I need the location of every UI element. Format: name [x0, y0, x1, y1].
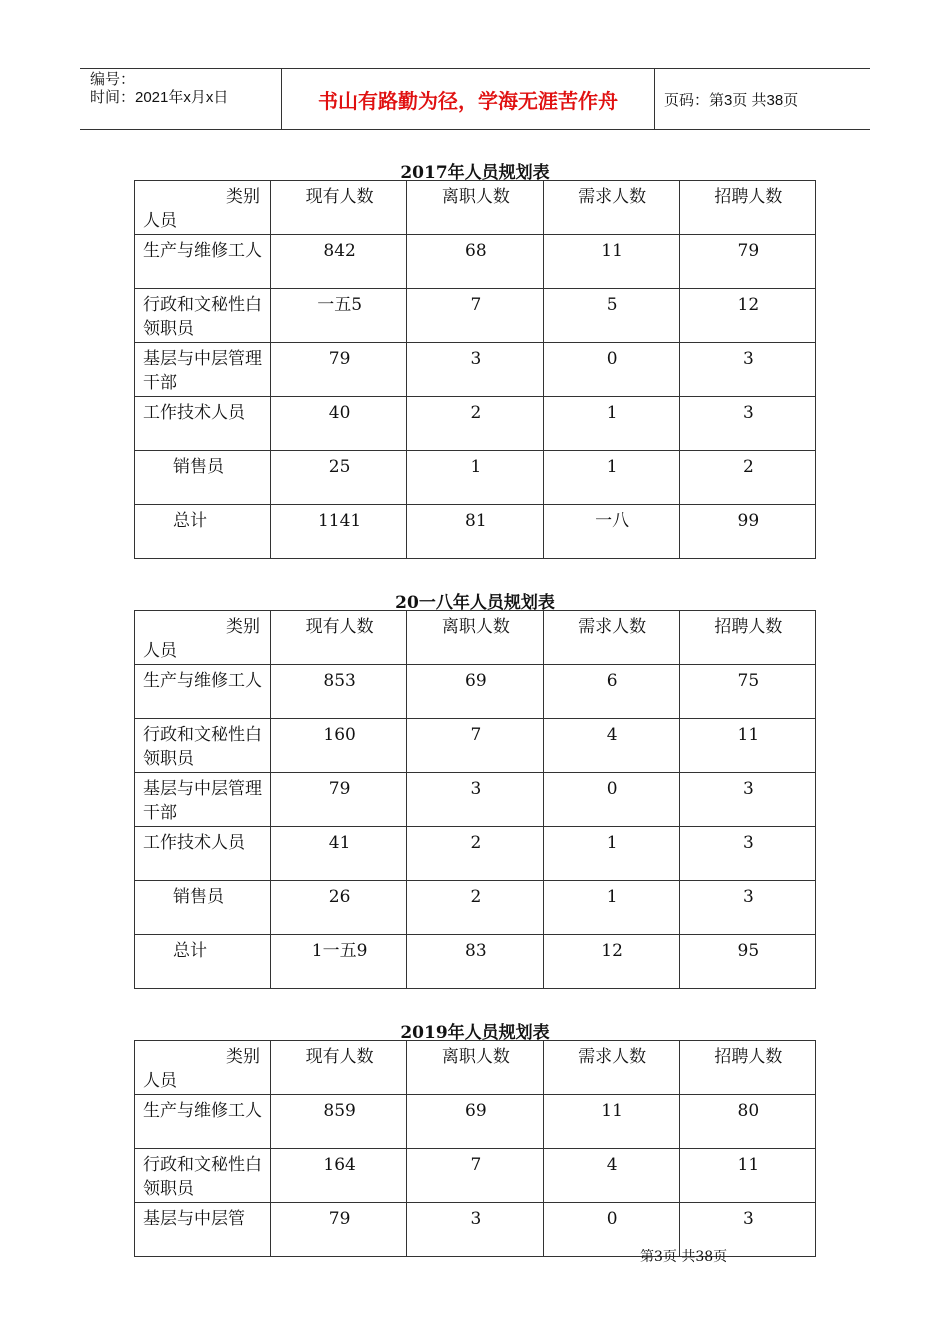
table-cell: 0: [543, 1203, 679, 1257]
table-cell: 69: [407, 665, 543, 719]
column-header: 需求人数: [543, 611, 679, 665]
table-cell: 2: [407, 881, 543, 935]
table-row: [135, 451, 816, 505]
table-cell: 7: [407, 1149, 543, 1203]
table-title-2017: 2017年人员规划表: [400, 163, 550, 183]
corner-top-label: 类别: [226, 1047, 260, 1067]
table-cell: 3: [679, 343, 815, 397]
table-title-2018: 20一八年人员规划表: [395, 593, 555, 613]
table-cell: 1: [543, 451, 679, 505]
table-cell: 6: [543, 665, 679, 719]
row-category: 生产与维修工人: [135, 1095, 271, 1149]
table-cell: 5: [543, 289, 679, 343]
table-cell: 7: [407, 289, 543, 343]
table-cell: 7: [407, 719, 543, 773]
corner-bottom-label: 人员: [143, 1071, 177, 1091]
table-cell: 3: [679, 773, 815, 827]
table-row: [135, 719, 816, 773]
table-row: [135, 289, 816, 343]
table-row: [135, 827, 816, 881]
table-header-row: [135, 611, 816, 665]
corner-bottom-label: 人员: [143, 641, 177, 661]
column-header: 离职人数: [407, 1041, 543, 1095]
table-row: [135, 935, 816, 989]
table-cell: 2: [407, 397, 543, 451]
staffing-table-2018: [134, 610, 816, 989]
table-cell: 41: [271, 827, 407, 881]
column-header: 招聘人数: [679, 611, 815, 665]
header-page-info: 页码：第3页 共38页: [664, 91, 799, 109]
row-category: 生产与维修工人: [135, 235, 271, 289]
table-cell: 80: [679, 1095, 815, 1149]
table-cell: 79: [271, 773, 407, 827]
table-cell: 3: [679, 397, 815, 451]
table-cell: 2: [407, 827, 543, 881]
table-cell: 12: [679, 289, 815, 343]
table-cell: 859: [271, 1095, 407, 1149]
table-cell: 69: [407, 1095, 543, 1149]
row-category: 生产与维修工人: [135, 665, 271, 719]
table-cell: 81: [407, 505, 543, 559]
table-cell: 1141: [271, 505, 407, 559]
table-cell: 83: [407, 935, 543, 989]
table-cell: 99: [679, 505, 815, 559]
table-cell: 3: [407, 773, 543, 827]
table-row: [135, 1149, 816, 1203]
row-category: 基层与中层管理干部: [135, 773, 271, 827]
column-header: 现有人数: [271, 181, 407, 235]
table-cell: 一八: [543, 505, 679, 559]
row-category: 销售员: [135, 881, 271, 935]
time-label: 时间：2021年x月x日: [90, 89, 229, 106]
table-row: [135, 881, 816, 935]
table-cell: 79: [271, 343, 407, 397]
table-cell: 3: [407, 343, 543, 397]
staffing-table-2019: [134, 1040, 816, 1257]
table-title-2019: 2019年人员规划表: [400, 1023, 550, 1043]
header-motto: 书山有路勤为径，学海无涯苦作舟: [318, 88, 618, 113]
staffing-table-2017: [134, 180, 816, 559]
table-cell: 11: [543, 1095, 679, 1149]
table-cell: 1: [543, 397, 679, 451]
row-category: 基层与中层管理干部: [135, 343, 271, 397]
table-cell: 11: [543, 235, 679, 289]
table-cell: 95: [679, 935, 815, 989]
table-cell: 0: [543, 343, 679, 397]
table-cell: 12: [543, 935, 679, 989]
table-row: [135, 1095, 816, 1149]
table-cell: 2: [679, 451, 815, 505]
corner-top-label: 类别: [226, 187, 260, 207]
table-cell: 1一五9: [271, 935, 407, 989]
table-cell: 1: [407, 451, 543, 505]
column-header: 离职人数: [407, 181, 543, 235]
page-header: [80, 68, 870, 130]
table-cell: 3: [407, 1203, 543, 1257]
table-cell: 164: [271, 1149, 407, 1203]
table-cell: 0: [543, 773, 679, 827]
table-cell: 26: [271, 881, 407, 935]
table-row: [135, 397, 816, 451]
table-cell: 842: [271, 235, 407, 289]
table-row: [135, 665, 816, 719]
table-cell: 160: [271, 719, 407, 773]
header-divider: [654, 69, 655, 129]
header-meta: [80, 69, 280, 129]
table-cell: 4: [543, 719, 679, 773]
table-cell: 3: [679, 1203, 815, 1257]
corner-header-cell: [135, 611, 271, 665]
row-category: 行政和文秘性白领职员: [135, 1149, 271, 1203]
page-footer: 第3页 共38页: [640, 1249, 728, 1265]
corner-header-cell: [135, 181, 271, 235]
row-category: 工作技术人员: [135, 827, 271, 881]
table-cell: 1: [543, 881, 679, 935]
row-category: 工作技术人员: [135, 397, 271, 451]
corner-header-cell: [135, 1041, 271, 1095]
table-cell: 79: [271, 1203, 407, 1257]
table-cell: 68: [407, 235, 543, 289]
table-header-row: [135, 1041, 816, 1095]
row-category: 总计: [135, 935, 271, 989]
table-cell: 853: [271, 665, 407, 719]
column-header: 离职人数: [407, 611, 543, 665]
table-cell: 11: [679, 719, 815, 773]
table-cell: 79: [679, 235, 815, 289]
row-category: 销售员: [135, 451, 271, 505]
table-cell: 4: [543, 1149, 679, 1203]
table-cell: 3: [679, 881, 815, 935]
table-header-row: [135, 181, 816, 235]
row-category: 基层与中层管: [135, 1203, 271, 1257]
row-category: 总计: [135, 505, 271, 559]
table-cell: 3: [679, 827, 815, 881]
table-cell: 75: [679, 665, 815, 719]
table-cell: 25: [271, 451, 407, 505]
column-header: 需求人数: [543, 1041, 679, 1095]
column-header: 现有人数: [271, 611, 407, 665]
column-header: 招聘人数: [679, 1041, 815, 1095]
table-row: [135, 343, 816, 397]
column-header: 现有人数: [271, 1041, 407, 1095]
corner-top-label: 类别: [226, 617, 260, 637]
table-cell: 11: [679, 1149, 815, 1203]
number-label: 编号：: [90, 71, 136, 88]
row-category: 行政和文秘性白领职员: [135, 289, 271, 343]
table-cell: 40: [271, 397, 407, 451]
table-cell: 一五5: [271, 289, 407, 343]
row-category: 行政和文秘性白领职员: [135, 719, 271, 773]
corner-bottom-label: 人员: [143, 211, 177, 231]
table-cell: 1: [543, 827, 679, 881]
table-row: [135, 505, 816, 559]
column-header: 招聘人数: [679, 181, 815, 235]
table-row: [135, 235, 816, 289]
table-row: [135, 773, 816, 827]
column-header: 需求人数: [543, 181, 679, 235]
